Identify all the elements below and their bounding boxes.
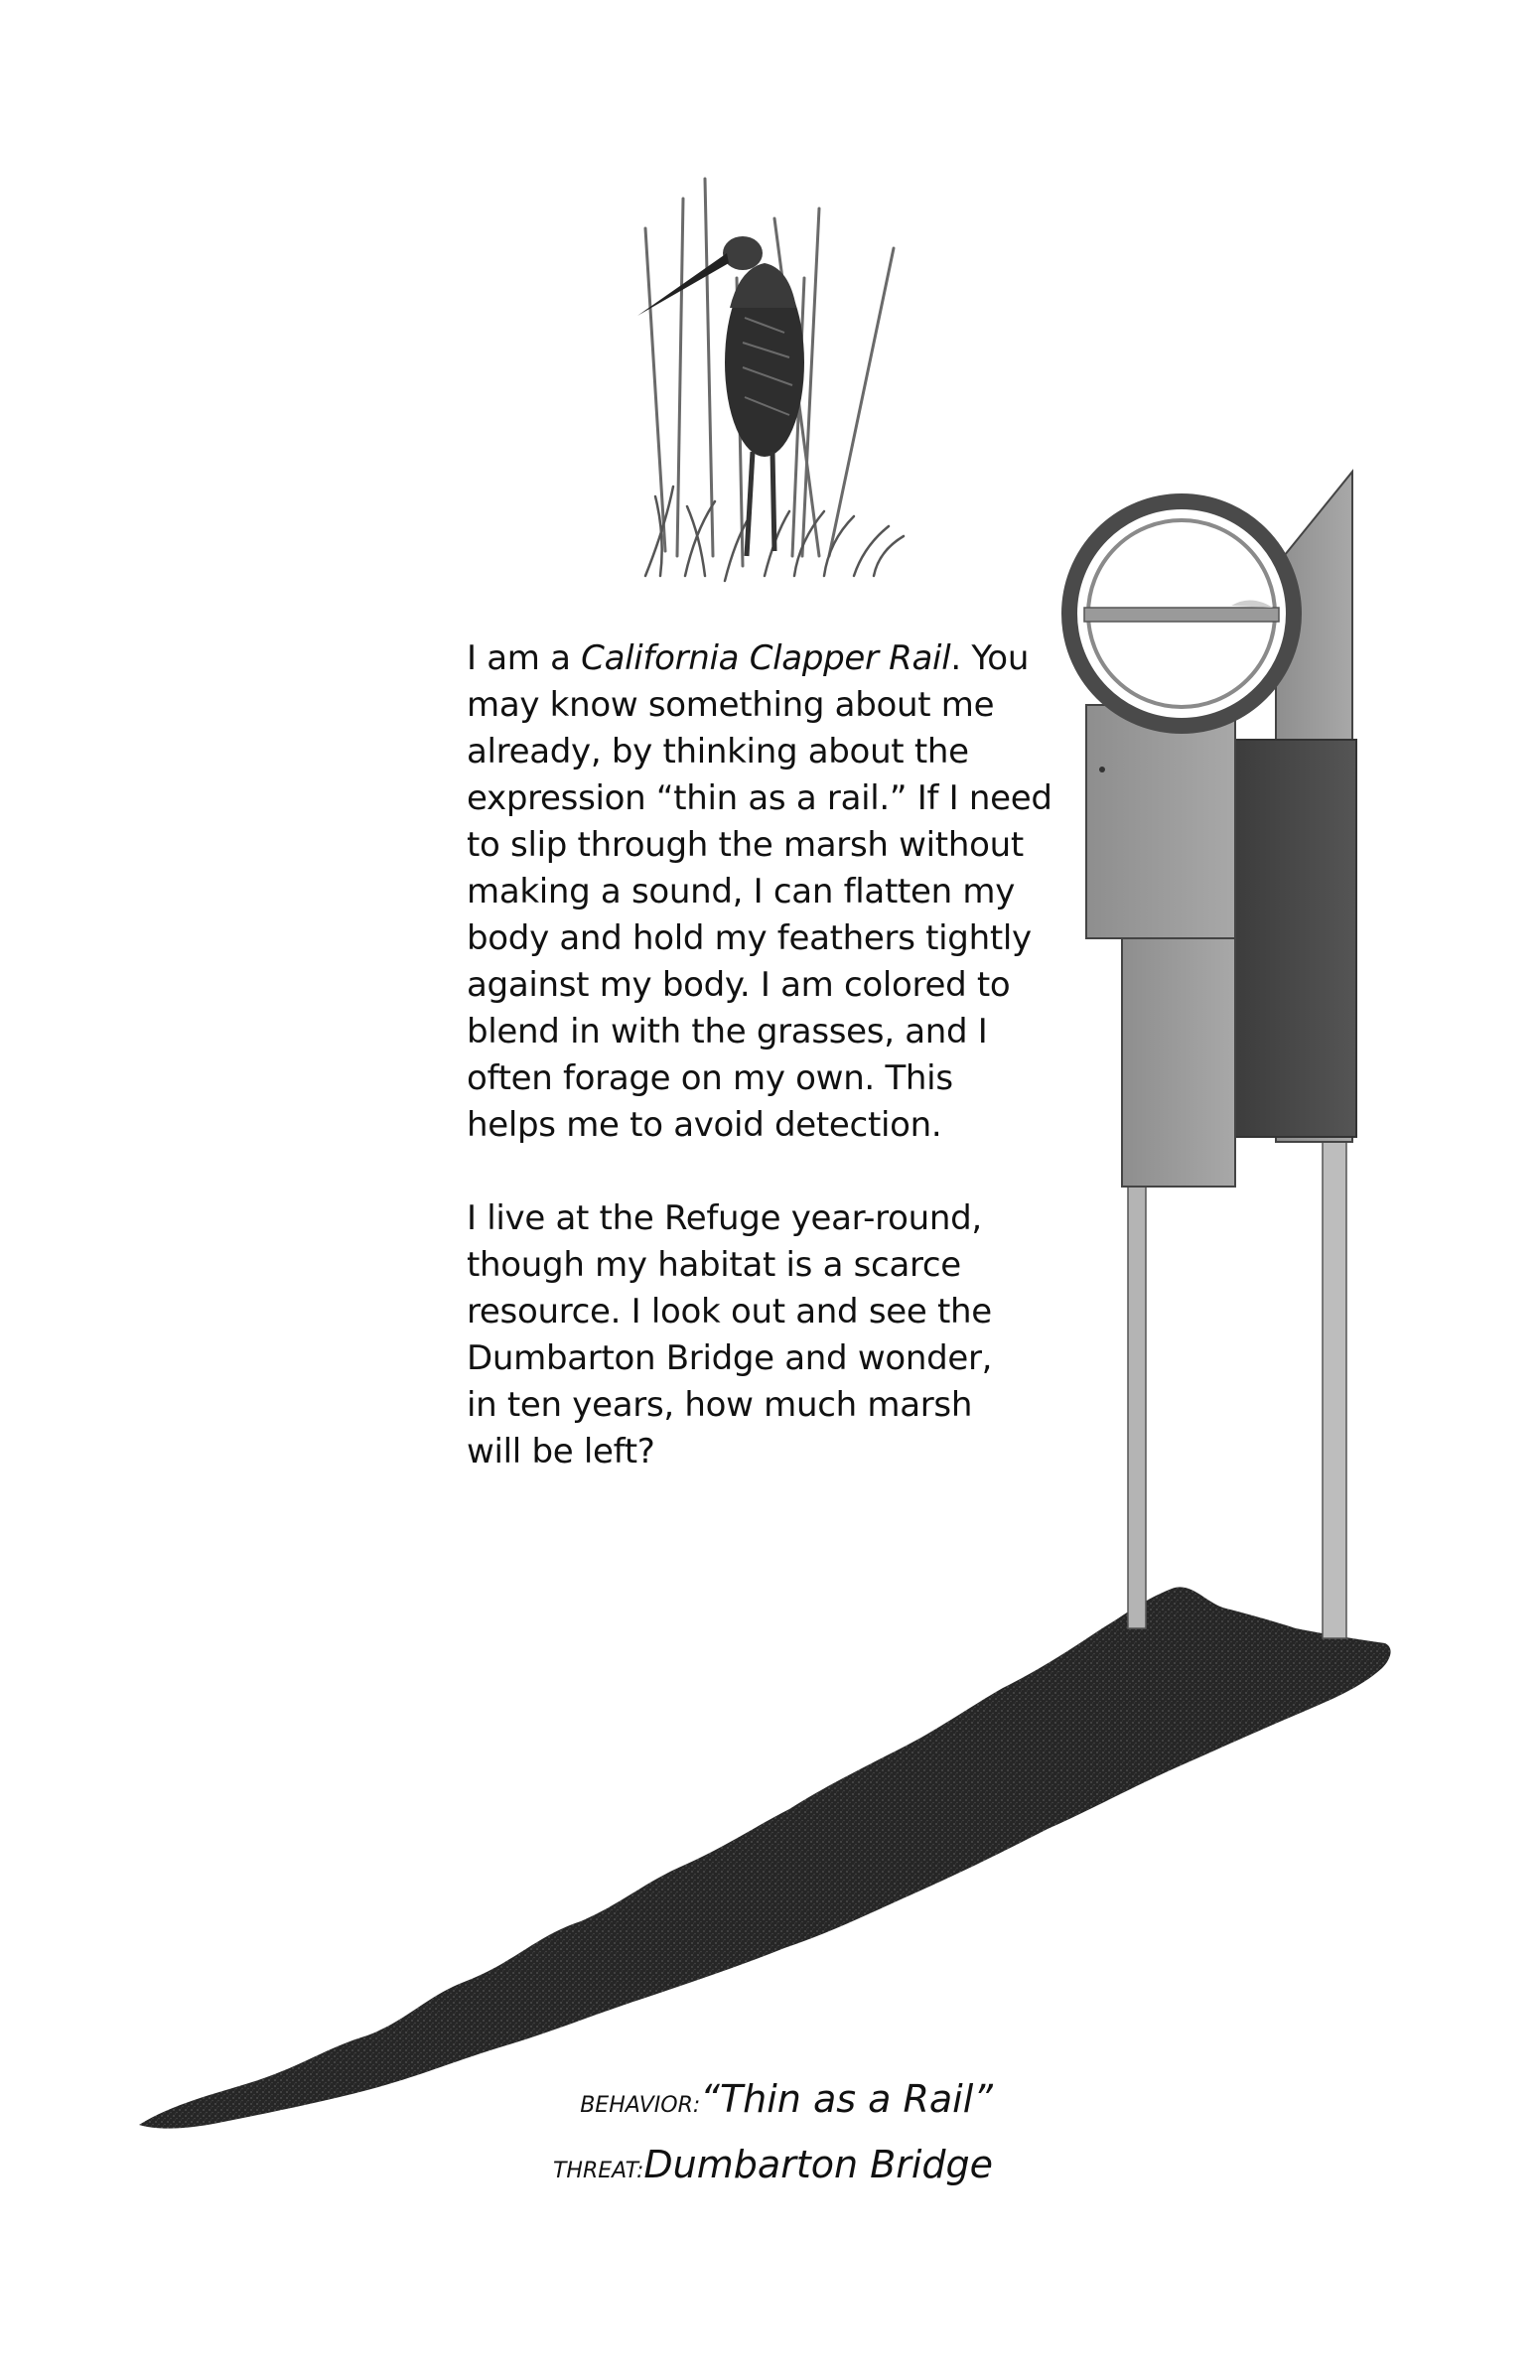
viewing-sign-post-icon [1069,472,1356,1638]
paragraph-2 [467,1195,1082,1475]
species-name: California Clapper Rail [581,638,951,678]
story-text [467,635,1082,1522]
text-line: will be left? [467,1432,655,1471]
threat-label: THREAT: [552,2159,644,2183]
text-line: may know something about me [467,685,995,725]
text-line: body and hold my feathers tightly [467,918,1032,958]
paragraph-1 [467,635,1082,1149]
text-line: though my habitat is a scarce [467,1245,961,1285]
text-line: in ten years, how much marsh [467,1385,973,1425]
text-line: already, by thinking about the [467,732,969,771]
text-line: against my body. I am colored to [467,965,1011,1005]
lead-text: I am a [467,638,582,678]
text-line: resource. I look out and see the [467,1292,992,1331]
clapper-rail-sketch-icon [626,159,923,596]
behavior-caption [536,2077,993,2121]
text-line: often forage on my own. This [467,1058,953,1098]
text-line: to slip through the marsh without [467,825,1024,865]
text-line: expression “thin as a rail.” If I need [467,778,1052,818]
text-line: helps me to avoid detection. [467,1105,942,1145]
behavior-value: “Thin as a Rail” [700,2077,993,2121]
text-line: Dumbarton Bridge and wonder, [467,1338,993,1378]
threat-caption [536,2143,993,2186]
paragraph-1-line-1 [467,635,1082,682]
text-line: making a sound, I can flatten my [467,872,1016,911]
marsh-mound-icon [139,1587,1391,2128]
line1-end: . You [950,638,1030,678]
text-line: blend in with the grasses, and I [467,1012,988,1051]
behavior-label: BEHAVIOR: [580,2093,701,2118]
threat-value: Dumbarton Bridge [643,2143,993,2186]
text-line: I live at the Refuge year-round, [467,1198,982,1238]
